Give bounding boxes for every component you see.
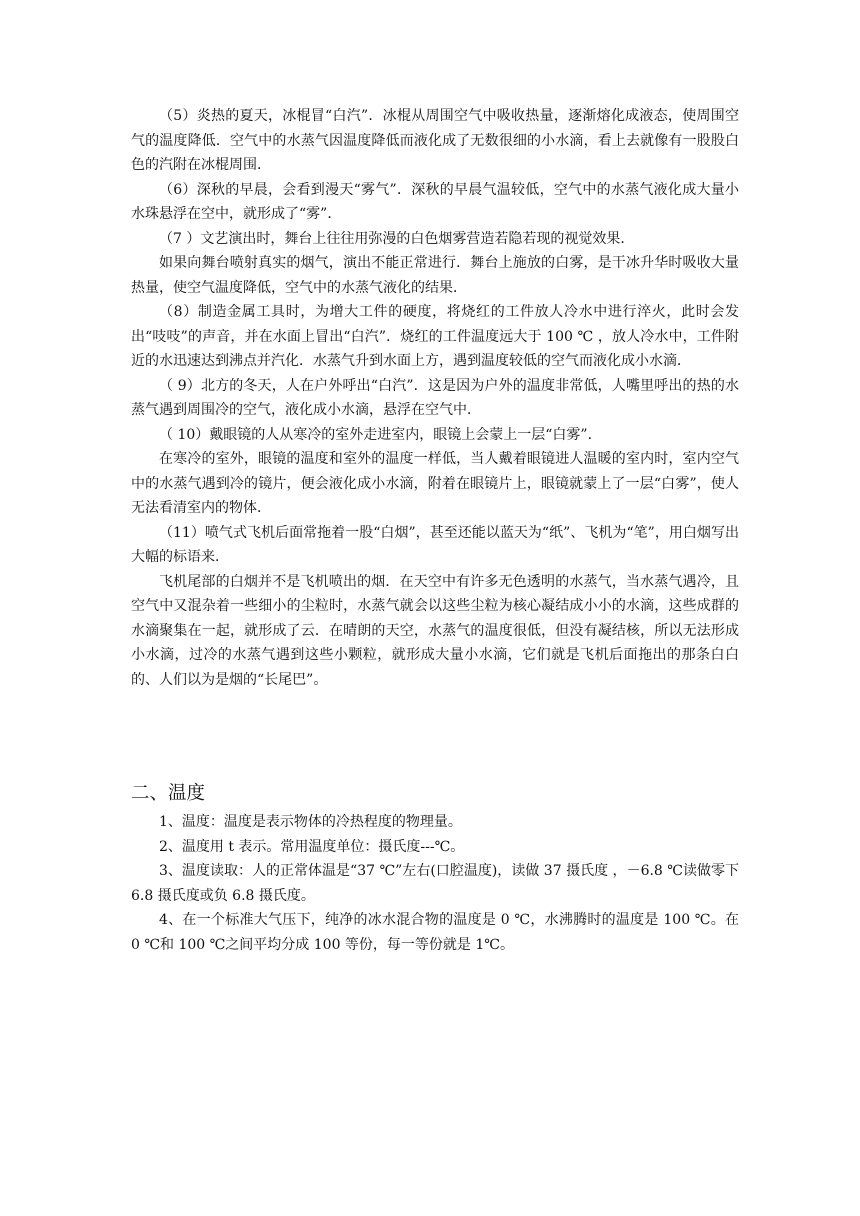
paragraph-jet-trail-explanation: 飞机尾部的白烟并不是飞机喷出的烟．在天空中有许多无色透明的水蒸气，当水蒸气遇冷，且空气中又混杂着一些细小的尘粒时，水蒸气就会以这些尘粒为核心凝结成小小的水滴，这些成群的水滴聚集在一起，就形成了云．在晴朗的天空，水蒸气的温度很低，但没有凝结核，所以无法形成小水滴，过冷的水蒸气遇到这些小颗粒，就形成大量小水滴，它们就是飞机后面拖出的那条白白的、人们以为是烟的“长尾巴”。 [131,573,739,688]
temperature-item: 3、温度读取：人的正常体温是“37 ℃”左右(口腔温度)，读做 37 摄氏度 ，－6.8 ℃读做零下 6.8 摄氏度或负 6.8 摄氏度。 [131,863,739,904]
paragraph-stage-smoke: （7 ）文艺演出时，舞台上往往用弥漫的白色烟雾营造若隐若现的视觉效果． [159,230,635,247]
paragraph-glasses-explanation: 在寒冷的室外，眼镜的温度和室外的温度一样低，当人戴着眼镜进人温暖的室内时，室内空气中的水蒸气遇到冷的镜片，便会液化成小水滴，附着在眼镜片上，眼镜就蒙上了一层“白雾”，使人无法看清室内的物体． [131,451,739,516]
section-heading-temperature: 二、温度 [131,783,206,804]
temperature-item: 2、温度用 t 表示。常用温度单位：摄氏度---℃。 [159,838,465,855]
paragraph-quenching: （8）制造金属工具时，为增大工件的硬度，将烧红的工件放人冷水中进行淬火，此时会发出“吱吱”的声音，并在水面上冒出“白汽”．烧红的工件温度远大于 100 ℃ ，放人冷水中，工件附近的水迅速达到沸点并汽化．水蒸气升到水面上方，遇到温度较低的空气而液化成小水滴． [131,304,739,369]
temperature-item: 1、温度：温度是表示物体的冷热程度的物理量。 [159,814,462,830]
paragraph-jet-trail: （11）喷气式飞机后面常拖着一股“白烟”，甚至还能以蓝天为“纸”、飞机为“笔”，用白烟写出大幅的标语来． [131,524,739,565]
paragraph-dry-ice: 如果向舞台喷射真实的烟气，演出不能正常进行．舞台上施放的白雾，是干冰升华时吸收大量热量，使空气温度降低，空气中的水蒸气液化的结果． [131,255,739,296]
temperature-item: 4、在一个标准大气压下，纯净的冰水混合物的温度是 0 ℃，水沸腾时的温度是 100 ℃。在 0 ℃和 100 ℃之间平均分成 100 等份，每一等份就是 1℃。 [131,912,739,953]
paragraph-fog: （6）深秋的早晨，会看到漫天“雾气”．深秋的早晨气温较低，空气中的水蒸气液化成大量小水珠悬浮在空中，就形成了“雾”． [131,181,739,222]
phenomena-paragraphs [131,104,739,692]
temperature-items [131,810,739,957]
paragraph-ice-pop: （5）炎热的夏天，冰棍冒“白汽”．冰棍从周围空气中吸收热量，逐渐熔化成液态，使周围空气的温度降低．空气中的水蒸气因温度降低而液化成了无数很细的小水滴，看上去就像有一股股白色的汽附在冰棍周围． [131,108,739,173]
paragraph-glasses: （ 10）戴眼镜的人从寒冷的室外走进室内，眼镜上会蒙上一层“白雾”． [159,426,602,443]
paragraph-breath: （ 9）北方的冬天，人在户外呼出“白汽”．这是因为户外的温度非常低，人嘴里呼出的热的水蒸气遇到周围冷的空气，液化成小水滴，悬浮在空气中． [131,377,739,418]
